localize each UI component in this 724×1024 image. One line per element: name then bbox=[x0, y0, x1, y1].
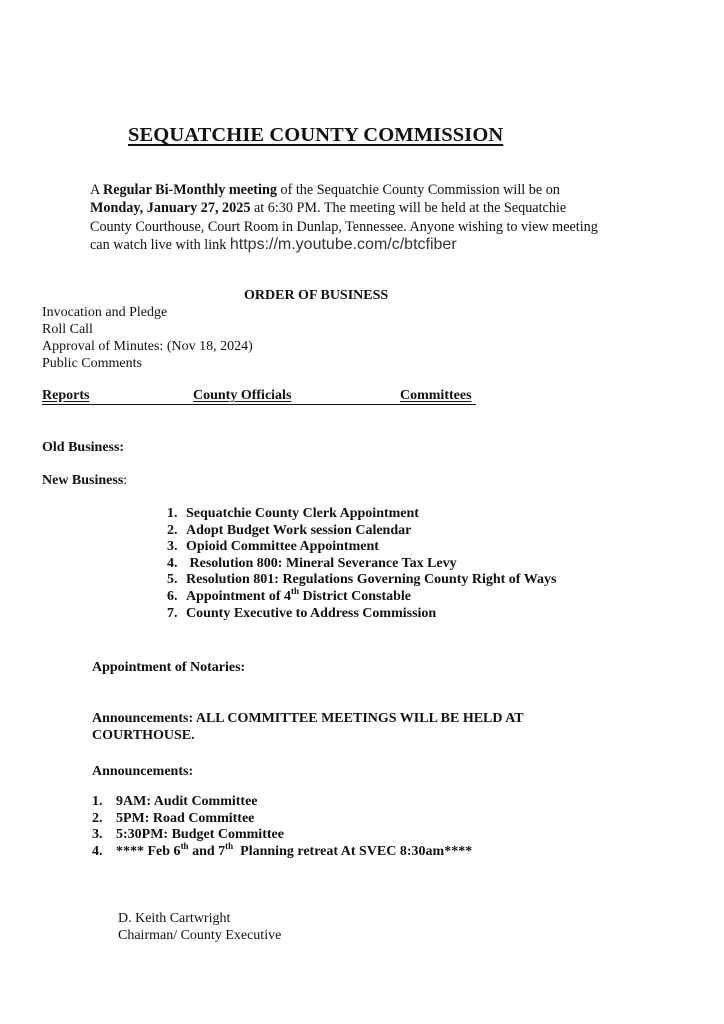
list-item bbox=[167, 585, 607, 606]
notice-line-3: County Courthouse, Court Room in Dunlap, Tennessee. Anyone wishing to view meeting bbox=[90, 218, 598, 235]
list-item bbox=[167, 556, 607, 573]
notice-text: A bbox=[90, 182, 104, 198]
item-text-part: District Constable bbox=[299, 588, 412, 604]
list-item bbox=[92, 840, 592, 861]
notice-line-4 bbox=[90, 236, 650, 254]
list-item: Roll Call bbox=[42, 322, 93, 337]
announcement-line: COURTHOUSE. bbox=[92, 728, 195, 743]
list-item bbox=[92, 794, 592, 811]
item-text: 5:30PM: Budget Committee bbox=[116, 827, 284, 843]
item-text: Opioid Committee Appointment bbox=[186, 539, 379, 555]
announcements-heading: Announcements: bbox=[92, 764, 194, 779]
item-text bbox=[116, 840, 473, 861]
list-item bbox=[92, 811, 592, 828]
list-item bbox=[92, 827, 592, 844]
ordinal-suffix: th bbox=[180, 840, 189, 851]
item-text: 9AM: Audit Committee bbox=[116, 794, 258, 809]
item-number: 3. bbox=[167, 539, 178, 555]
notice-text: at 6:30 PM. The meeting will be held at the Sequatchie bbox=[250, 200, 567, 217]
reports-label: Reports bbox=[42, 388, 90, 403]
item-text: Resolution 801: Regulations Governing County Right of Ways bbox=[186, 572, 557, 588]
item-number: 4. bbox=[92, 843, 103, 859]
item-text-part: Planning retreat At SVEC 8:30am**** bbox=[233, 843, 473, 859]
item-text-part: **** Feb 6 bbox=[116, 843, 181, 859]
item-text: Resolution 800: Mineral Severance Tax Levy bbox=[186, 555, 457, 571]
youtube-link[interactable]: https://m.youtube.com/c/btcfiber bbox=[229, 235, 457, 253]
announcements-list bbox=[92, 794, 592, 860]
item-text: Adopt Budget Work session Calendar bbox=[186, 522, 412, 538]
page-title: SEQUATCHIE COUNTY COMMISSION bbox=[128, 124, 504, 146]
signer-role: Chairman/ County Executive bbox=[118, 928, 282, 943]
ordinal-suffix: th bbox=[291, 585, 300, 596]
meeting-notice-paragraph bbox=[90, 181, 650, 254]
new-business-list bbox=[167, 506, 607, 622]
old-business-heading: Old Business: bbox=[42, 440, 125, 455]
opening-items-list bbox=[42, 304, 253, 372]
item-text: County Executive to Address Commission bbox=[186, 605, 437, 621]
item-text bbox=[186, 585, 412, 606]
committees-label: Committees bbox=[400, 388, 472, 403]
new-business-colon: : bbox=[123, 473, 128, 488]
list-item: Public Comments bbox=[42, 356, 142, 371]
item-number: 1. bbox=[92, 794, 103, 809]
signature-block bbox=[118, 910, 281, 944]
list-item bbox=[167, 523, 607, 540]
item-number: 5. bbox=[167, 572, 178, 588]
list-item: Invocation and Pledge bbox=[42, 305, 168, 320]
item-number: 7. bbox=[167, 605, 178, 621]
list-item bbox=[167, 606, 607, 623]
notice-line-1 bbox=[90, 181, 650, 199]
item-text: 5PM: Road Committee bbox=[116, 810, 255, 826]
meeting-type: Regular Bi-Monthly meeting bbox=[103, 182, 277, 198]
item-text-part: Appointment of 4 bbox=[186, 588, 292, 604]
new-business-heading bbox=[42, 473, 127, 489]
item-number: 3. bbox=[92, 827, 103, 843]
item-text: Sequatchie County Clerk Appointment bbox=[186, 506, 419, 521]
notice-line-2 bbox=[90, 199, 650, 217]
item-number: 4. bbox=[167, 555, 178, 571]
list-item bbox=[167, 506, 607, 523]
item-number: 2. bbox=[92, 810, 103, 826]
list-item bbox=[167, 572, 607, 589]
notice-text: can watch live with link bbox=[90, 236, 230, 253]
item-text-part: and 7 bbox=[188, 843, 226, 859]
item-number: 1. bbox=[167, 506, 178, 521]
item-number: 6. bbox=[167, 588, 178, 604]
appointment-of-notaries-heading: Appointment of Notaries: bbox=[92, 660, 246, 675]
ordinal-suffix: th bbox=[225, 840, 234, 851]
announcement-line: Announcements: ALL COMMITTEE MEETINGS WILL BE HELD AT bbox=[92, 711, 524, 726]
list-item: Approval of Minutes: (Nov 18, 2024) bbox=[42, 339, 253, 354]
meeting-date: Monday, January 27, 2025 bbox=[90, 200, 251, 217]
list-item bbox=[167, 539, 607, 556]
order-of-business-heading: ORDER OF BUSINESS bbox=[244, 288, 389, 303]
committee-meetings-announcement bbox=[92, 710, 524, 744]
item-number: 2. bbox=[167, 522, 178, 538]
signer-name: D. Keith Cartwright bbox=[118, 911, 231, 926]
county-officials-label: County Officials bbox=[193, 388, 292, 403]
notice-text: of the Sequatchie County Commission will be on bbox=[276, 182, 560, 198]
reports-underline bbox=[42, 404, 476, 405]
new-business-label: New Business bbox=[42, 473, 124, 488]
